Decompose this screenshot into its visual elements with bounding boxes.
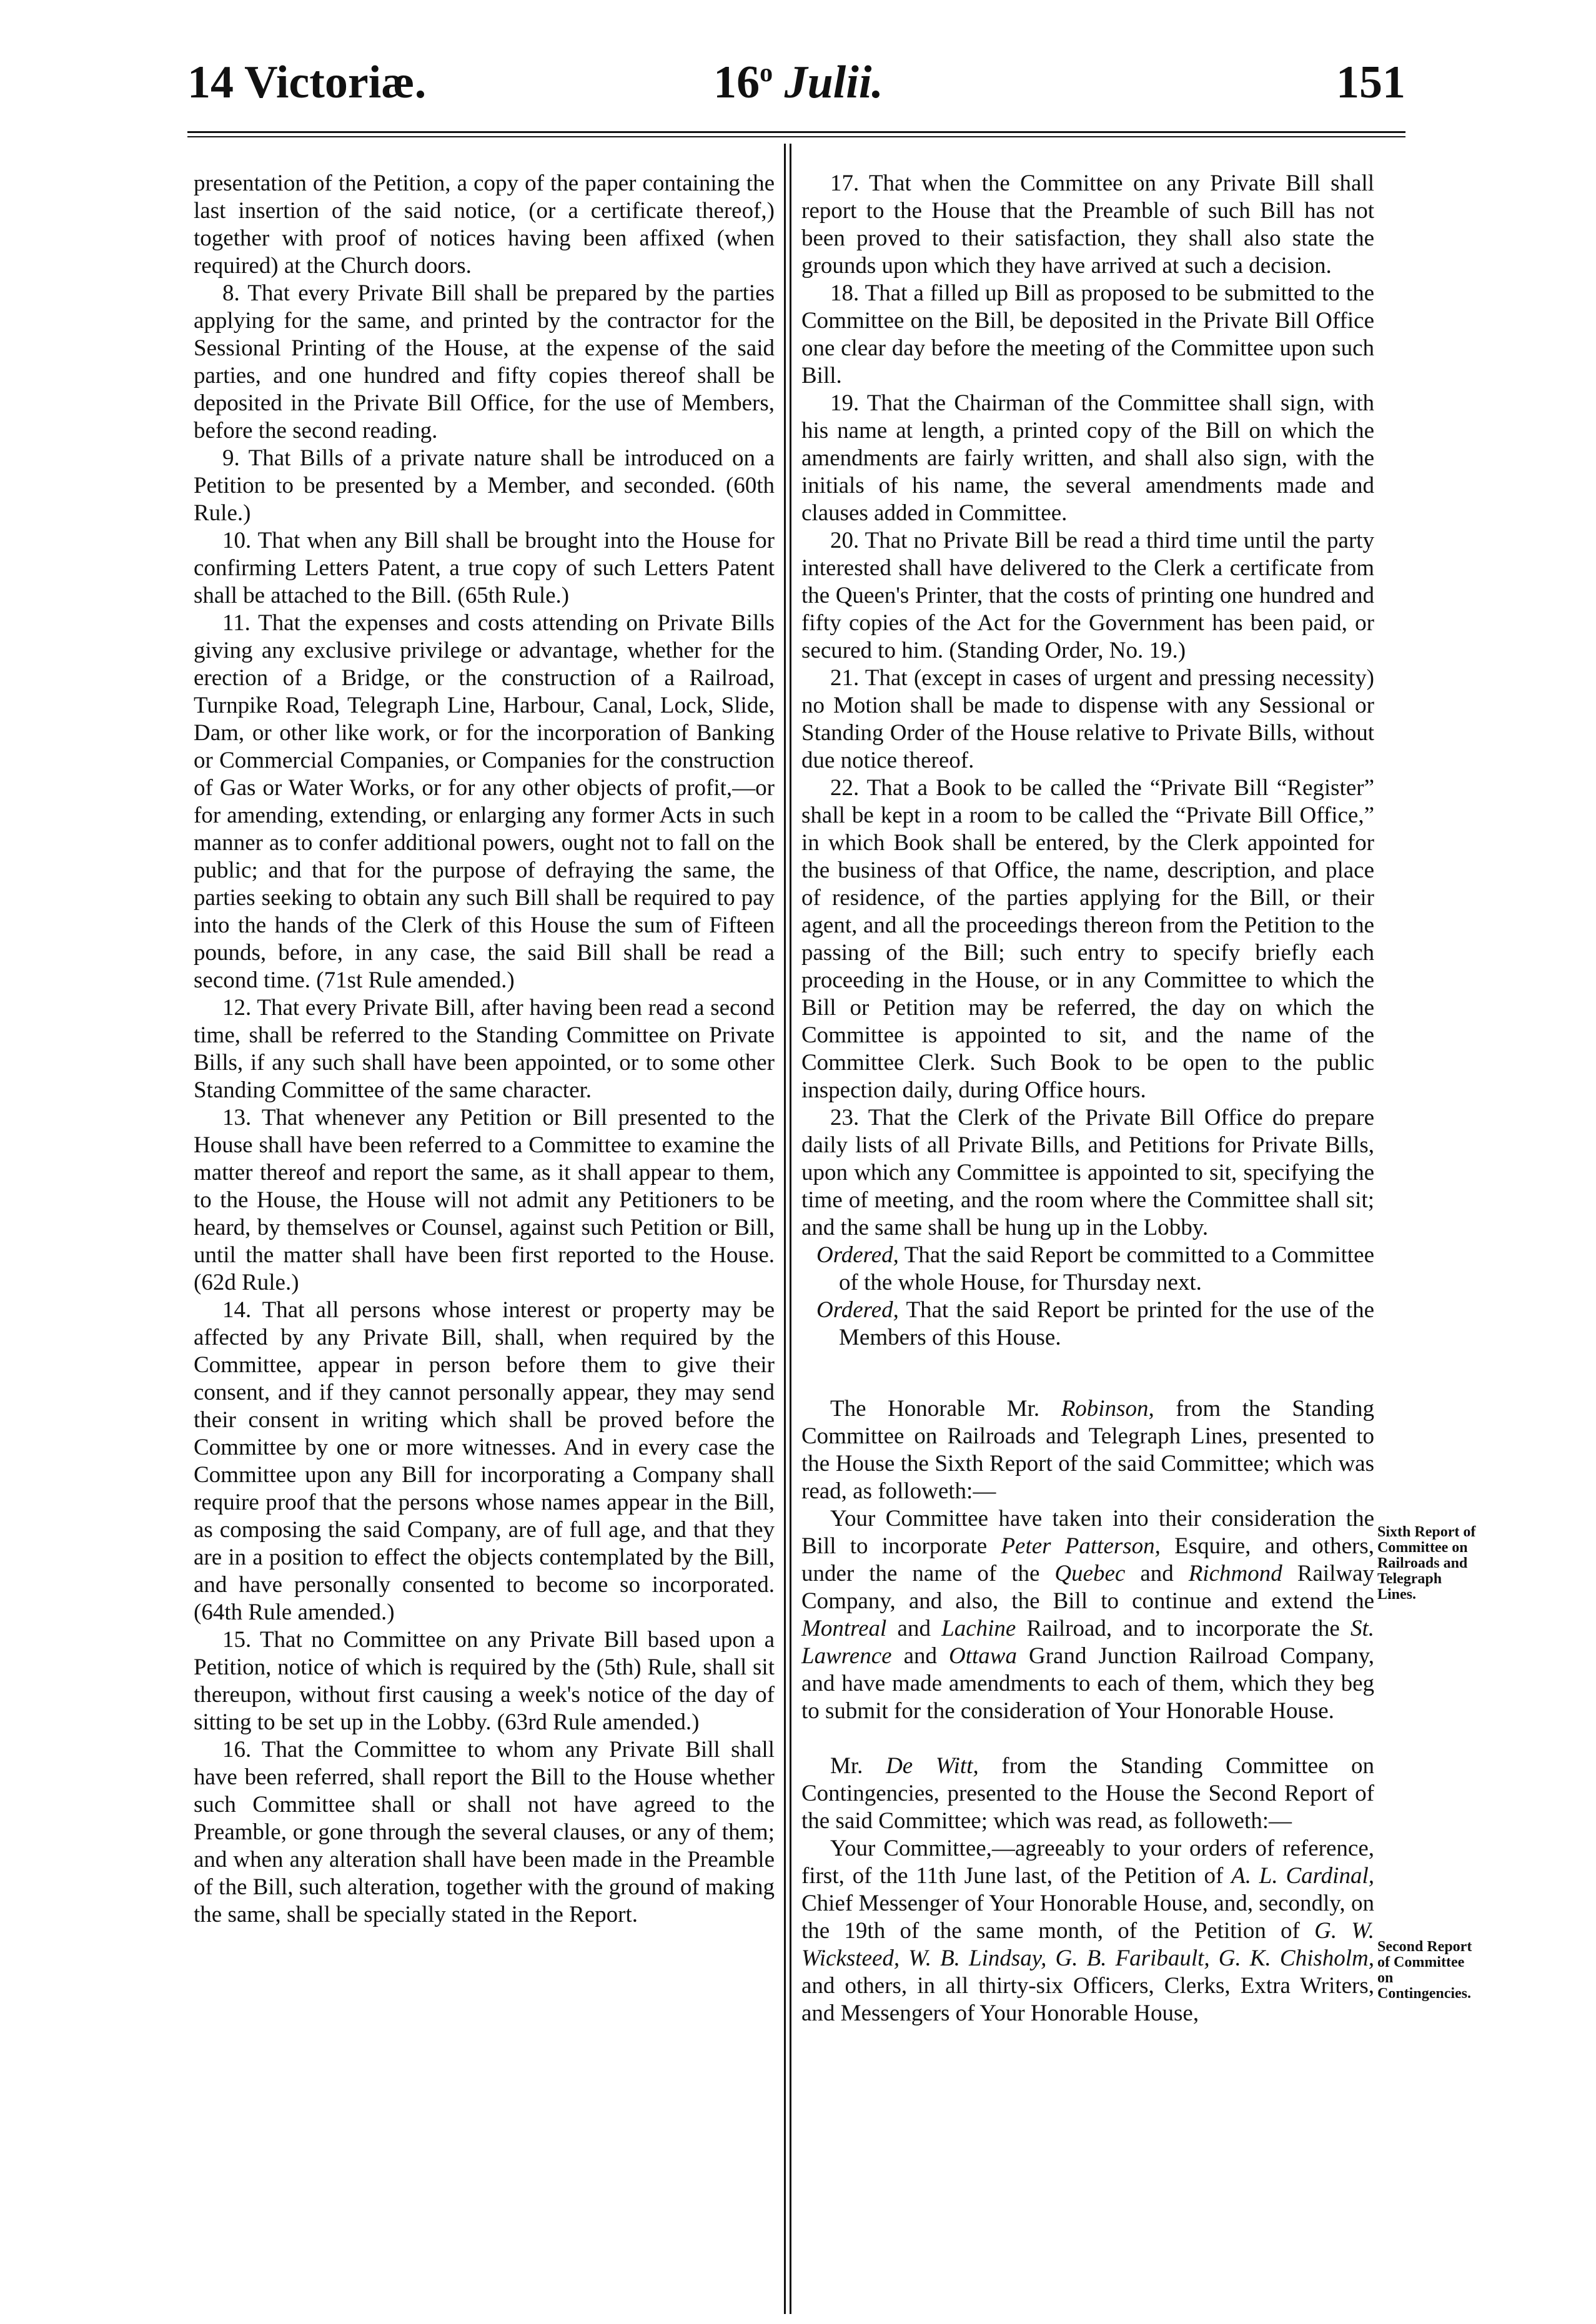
ordered-print: [801, 1297, 1374, 1352]
text-run: Railroad, and to incorporate the: [1016, 1616, 1351, 1641]
rule-15: 15. That no Committee on any Private Bill based upon a Petition, notice of which is required by the (5th) Rule, shall sit thereupon, without first causing a week's notice of the day of sitting to be set up in the Lobby. (63rd Rule amended.): [194, 1627, 775, 1735]
rule-17: 17. That when the Committee on any Private Bill shall report to the House that the Preamble of such Bill has not been proved to their satisfaction, they shall also state the grounds upon which they have arrived at such a decision.: [801, 171, 1374, 279]
margin-note-sixth-report: Sixth Report of Committee on Railroads and Telegraph Lines.: [1377, 1524, 1476, 1603]
second-report-intro: [801, 1753, 1374, 1835]
ordered-label: Ordered,: [816, 1242, 899, 1268]
member-name: De Witt,: [886, 1753, 979, 1779]
column-divider-right: [790, 144, 791, 2314]
running-head-left: 14 Victoriæ.: [187, 57, 427, 108]
rule-22: 22. That a Book to be called the “Private Bill “Register” shall be kept in a room to be called the “Private Bill Office,” in which Book shall be entered, by the Clerk appointed for the business of that Office, the name, description, and place of residence, of the parties applying for the Bill, or their agent, and all the proceedings thereon from the Petition to the passing of the Bill; such entry to specify briefly each proceeding in the House, or in any Committee to which the Bill or Petition may be referred, the day on which the Committee is appointed to sit, and the name of the Committee Clerk. Such Book to be open to the public inspection daily, during Office hours.: [801, 775, 1374, 1103]
place-name: Montreal: [801, 1616, 887, 1641]
text-run: Railway Company, and also, the Bill to continue and extend the: [801, 1561, 1374, 1614]
rule-10: 10. That when any Bill shall be brought into the House for confirming Letters Patent, a true copy of such Letters Patent shall be attached to the Bill. (65th Rule.): [194, 528, 775, 608]
text-run: Esquire, and others, under the name of the: [801, 1533, 1374, 1586]
person-name: A. L. Cardinal,: [1231, 1863, 1374, 1889]
ordered-label: Ordered,: [816, 1297, 899, 1323]
rule-19: 19. That the Chairman of the Committee shall sign, with his name at length, a printed copy of the Bill on which the amendments are fairly written, and shall also sign, with the initials of his name, the several amendments made and clauses added in Committee.: [801, 390, 1374, 526]
text-run: from the Standing Committee on Contingencies, presented to the House the Second Report of the said Committee; which was read, as followeth:—: [801, 1753, 1375, 1834]
rule-23: 23. That the Clerk of the Private Bill Office do prepare daily lists of all Private Bills, and Petitions for Private Bills, upon which any Committee is appointed to sit, specifying the time of meeting, and the room where the Committee shall sit; and the same shall be hung up in the Lobby.: [801, 1105, 1374, 1240]
text-run: Grand Junction Railroad Company, and have made amendments to each of them, which they beg to submit for the consideration of Your Honorable House.: [801, 1643, 1374, 1724]
ordered-text: That the said Report be committed to a Committee of the whole House, for Thursday next.: [839, 1242, 1374, 1295]
rule-18: 18. That a filled up Bill as proposed to be submitted to the Committee on the Bill, be deposited in the Private Bill Office one clear day before the meeting of the Committee upon such Bill.: [801, 280, 1374, 388]
text-run: Your Committee,—agreeably to your orders of reference, first, of the 11th June last, of the Petition of: [801, 1836, 1374, 1889]
date-superscript: o: [760, 59, 773, 87]
text-run: and: [1125, 1561, 1189, 1586]
text-run: Your Committee have taken into their consideration the Bill to incorporate: [801, 1506, 1374, 1559]
text-run: Mr.: [830, 1753, 886, 1779]
running-head-date: [692, 59, 905, 106]
rule-11: 11. That the expenses and costs attending on Private Bills giving any exclusive privilege or advantage, whether for the erection of a Bridge, or the construction of a Railroad, Turnpike Road, Telegraph Line, Harbour, Canal, Lock, Slide, Dam, or other like work, or for the incorporation of Banking or Commercial Companies, or Companies for the construction of Gas or Water Works, or for any other objects of profit,—or for amending, extending, or enlarging any former Acts in such manner as to confer additional powers, ought not to fall on the public; and that for the purpose of defraying the same, the parties seeking to obtain any such Bill shall be required to pay into the hands of the Clerk of this House the sum of Fifteen pounds, before, in any case, the said Bill shall be read a second time. (71st Rule amended.): [194, 610, 775, 993]
rule-16: 16. That the Committee to whom any Private Bill shall have been referred, shall report the Bill to the House whether such Committee shall or shall not have agreed to the Preamble, or gone through the several clauses, or any of them; and when any alteration shall have been made in the Preamble of the Bill, such alteration, together with the ground of making the same, shall be specially stated in the Report.: [194, 1737, 775, 1927]
margin-note-second-report: Second Report of Committee on Contingencies.: [1377, 1939, 1472, 2002]
date-month: Julii.: [784, 57, 883, 108]
rule-14: 14. That all persons whose interest or property may be affected by any Private Bill, shall, when required by the Committee, appear in person before them to give their consent, and if they cannot personally appear, they may send their consent in writing which shall be proved before the Committee by one or more witnesses. And in every case the Committee upon any Bill for incorporating a Company shall require proof that the persons whose names appear in the Bill, as composing the said Company, are of full age, and that they are in a position to effect the objects contemplated by the Bill, and have personally consented to become so incorporated. (64th Rule amended.): [194, 1297, 775, 1625]
paragraph-continued: presentation of the Petition, a copy of the paper containing the last insertion of the said notice, (or a certificate thereof,) together with proof of notices having been affixed (when required) at the Church doors.: [194, 171, 775, 279]
left-column: [194, 170, 775, 1929]
ordered-commit: [801, 1242, 1374, 1297]
place-name: Quebec: [1054, 1561, 1126, 1586]
place-name: Richmond: [1188, 1561, 1282, 1586]
header-rule-top: [187, 131, 1405, 133]
member-name: Robinson,: [1061, 1396, 1154, 1422]
rule-13: 13. That whenever any Petition or Bill presented to the House shall have been referred to a Committee to examine the matter thereof and report the same, as it shall appear to them, to the House, the House will not admit any Petitioners to be heard, by themselves or Counsel, against such Petition or Bill, until the matter shall have been first reported to the House. (62d Rule.): [194, 1105, 775, 1295]
sixth-report-intro: [801, 1395, 1374, 1505]
text-run: and others, in all thirty-six Officers, Clerks, Extra Writers, and Messengers of Your Honorable House,: [801, 1973, 1374, 2026]
place-name: Lachine: [941, 1616, 1016, 1641]
text-run: and: [891, 1643, 949, 1669]
page-header: [0, 0, 1596, 125]
text-run: The Honorable Mr.: [830, 1396, 1061, 1422]
column-divider-left: [784, 144, 786, 2314]
sixth-report-body: [801, 1505, 1374, 1725]
header-rule-bottom: [187, 136, 1405, 137]
person-names: G. W. Wicksteed, W. B. Lindsay, G. B. Faribault, G. K. Chisholm,: [801, 1918, 1374, 1971]
place-name: St. Lawrence: [801, 1616, 1374, 1669]
text-run: Chief Messenger of Your Honorable House, and, secondly, on the 19th of the same month, of the Petition of: [801, 1891, 1374, 1944]
place-name: Ottawa: [949, 1643, 1017, 1669]
rule-12: 12. That every Private Bill, after having been read a second time, shall be referred to the Standing Committee on Private Bills, if any such shall have been appointed, or to some other Standing Committee of the same character.: [194, 995, 775, 1103]
text-run: from the Standing Committee on Railroads and Telegraph Lines, presented to the House the Sixth Report of the said Committee; which was read, as followeth:—: [801, 1396, 1374, 1504]
rule-9: 9. That Bills of a private nature shall be introduced on a Petition to be presented by a Member, and seconded. (60th Rule.): [194, 445, 775, 526]
person-name: Peter Patterson,: [1001, 1533, 1161, 1559]
date-day: 16: [713, 57, 760, 108]
rule-8: 8. That every Private Bill shall be prepared by the parties applying for the same, and printed by the contractor for the Sessional Printing of the House, at the expense of the said parties, and one hundred and fifty copies thereof shall be deposited in the Private Bill Office, for the use of Members, before the second reading.: [194, 280, 775, 443]
rule-20: 20. That no Private Bill be read a third time until the party interested shall have delivered to the Clerk a certificate from the Queen's Printer, that the costs of printing one hundred and fifty copies of the Act for the Government has been paid, or secured to him. (Standing Order, No. 19.): [801, 528, 1374, 663]
page-number: 151: [1336, 57, 1405, 108]
text-run: and: [886, 1616, 942, 1641]
right-column: [801, 170, 1374, 2027]
rule-21: 21. That (except in cases of urgent and pressing necessity) no Motion shall be made to dispense with any Sessional or Standing Order of the House relative to Private Bills, without due notice thereof.: [801, 665, 1374, 773]
second-report-body: [801, 1835, 1374, 2027]
ordered-text: That the said Report be printed for the use of the Members of this House.: [839, 1297, 1374, 1350]
